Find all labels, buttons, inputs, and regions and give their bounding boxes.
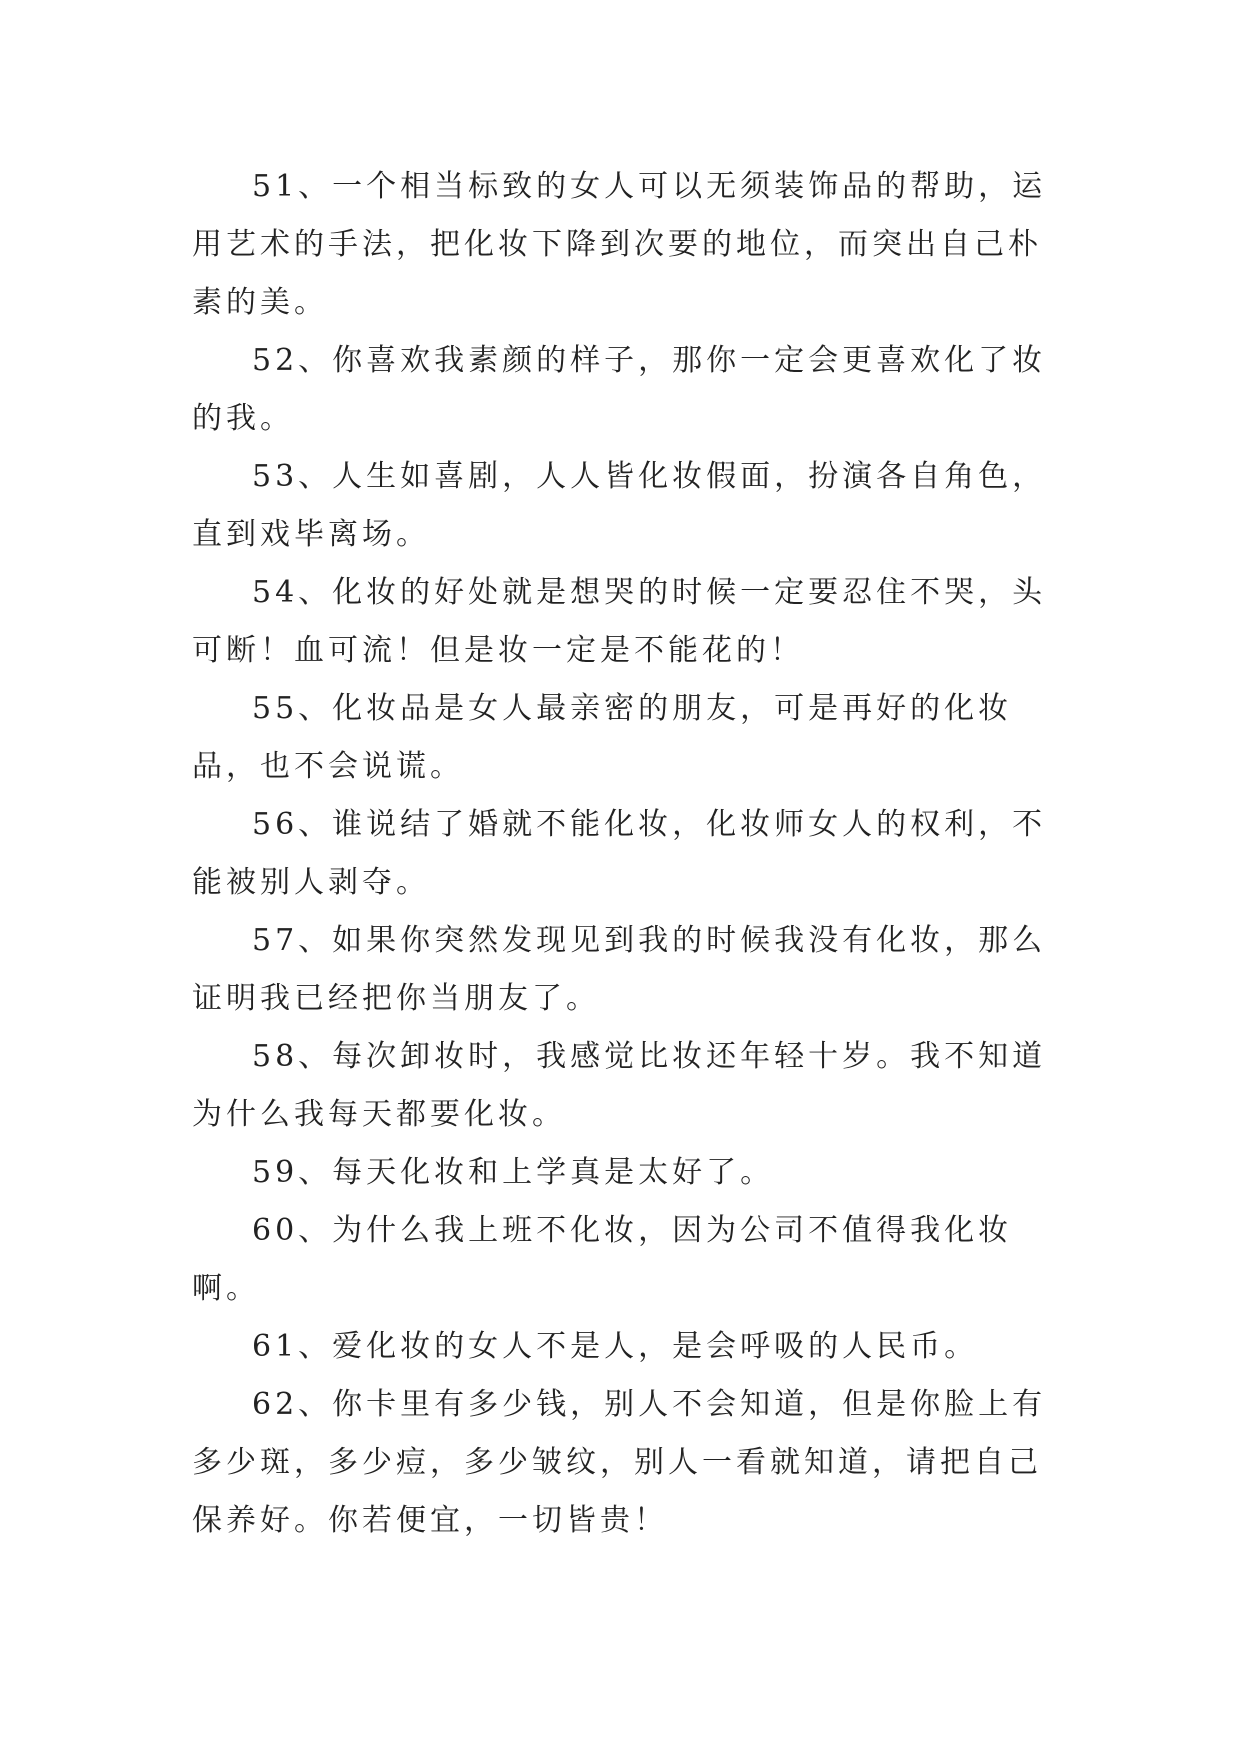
document-body <box>192 158 1052 1550</box>
paragraph-59: 59、每天化妆和上学真是太好了。 <box>252 1155 775 1190</box>
paragraph-55: 55、化妆品是女人最亲密的朋友，可是再好的化妆品，也不会说谎。 <box>192 691 1013 784</box>
paragraph-52: 52、你喜欢我素颜的样子，那你一定会更喜欢化了妆的我。 <box>192 343 1047 436</box>
paragraph-57: 57、如果你突然发现见到我的时候我没有化妆，那么证明我已经把你当朋友了。 <box>192 923 1047 1016</box>
paragraph-53: 53、人生如喜剧，人人皆化妆假面，扮演各自角色，直到戏毕离场。 <box>192 459 1047 552</box>
paragraph-56: 56、谁说结了婚就不能化妆，化妆师女人的权利，不能被别人剥夺。 <box>192 807 1047 900</box>
paragraph-60: 60、为什么我上班不化妆，因为公司不值得我化妆啊。 <box>192 1213 1013 1306</box>
paragraph-61: 61、爱化妆的女人不是人，是会呼吸的人民币。 <box>252 1329 979 1364</box>
paragraph-54: 54、化妆的好处就是想哭的时候一定要忍住不哭，头可断！血可流！但是妆一定是不能花的！ <box>192 575 1047 668</box>
paragraph-51: 51、一个相当标致的女人可以无须装饰品的帮助，运用艺术的手法，把化妆下降到次要的地位，而突出自己朴素的美。 <box>192 169 1047 320</box>
paragraph-62: 62、你卡里有多少钱，别人不会知道，但是你脸上有多少斑，多少痘，多少皱纹，别人一看就知道，请把自己保养好。你若便宜，一切皆贵！ <box>192 1387 1047 1538</box>
paragraph-58: 58、每次卸妆时，我感觉比妆还年轻十岁。我不知道为什么我每天都要化妆。 <box>192 1039 1047 1132</box>
